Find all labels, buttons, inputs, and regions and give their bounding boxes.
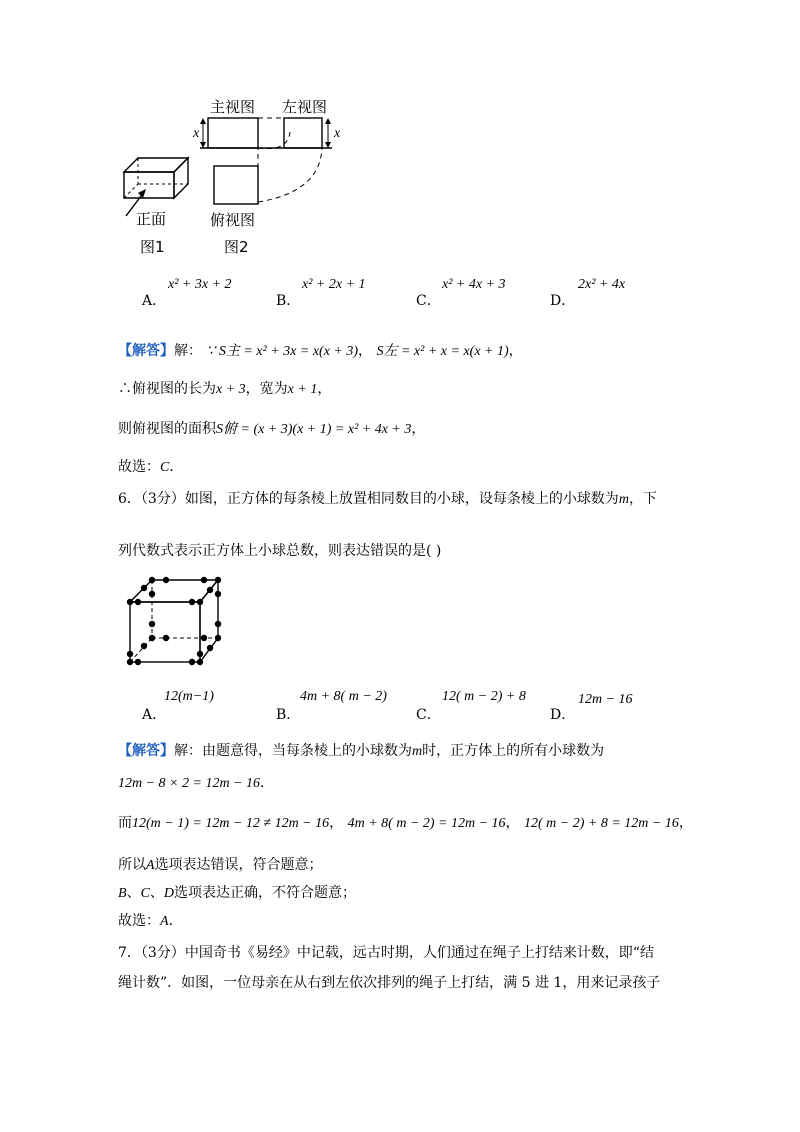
ball bbox=[141, 585, 147, 591]
sep: ， bbox=[508, 343, 523, 359]
text: 、 bbox=[149, 885, 164, 901]
ball bbox=[127, 599, 133, 605]
option-expr: 2x² + 4x bbox=[578, 277, 626, 292]
ball bbox=[201, 635, 207, 641]
q5-answer-line4 bbox=[118, 456, 183, 476]
q5-answer-line3 bbox=[118, 418, 425, 438]
option-letter: C． bbox=[416, 707, 441, 723]
answer-tag: 【解答】 bbox=[118, 343, 174, 359]
choice: D bbox=[163, 886, 175, 901]
x-label-left: x bbox=[193, 126, 200, 141]
sep: ， bbox=[358, 343, 373, 359]
text: 解：由题意得，当每条棱上的小球数为 bbox=[174, 743, 412, 759]
ball bbox=[149, 621, 155, 627]
length-expr: x + 3 bbox=[216, 382, 246, 397]
ball bbox=[141, 643, 147, 649]
three-views-figure bbox=[110, 92, 360, 262]
blank-parens: ( ) bbox=[426, 543, 442, 559]
text: 选项表达错误，符合题意； bbox=[154, 857, 323, 873]
var-m: m bbox=[618, 492, 629, 507]
text: ． bbox=[260, 775, 275, 791]
choice: C bbox=[160, 460, 170, 475]
area-expr: S俯 = (x + 3)(x + 1) = x² + 4x + 3 bbox=[216, 422, 412, 437]
q6-answer-line5 bbox=[118, 882, 356, 902]
q6-stem-line2 bbox=[118, 540, 441, 560]
option-expr: 12m − 16 bbox=[578, 692, 633, 707]
q6-answer-line3 bbox=[118, 812, 693, 832]
top-view-label: 俯视图 bbox=[210, 211, 256, 229]
cube-balls-figure bbox=[118, 572, 228, 672]
ball bbox=[127, 651, 133, 657]
ball bbox=[189, 659, 195, 665]
text: ，下 bbox=[628, 491, 657, 507]
q7-stem-line1: 7．（3分）中国奇书《易经》中记载，远古时期，人们通过在绳子上打结来计数，即“结 bbox=[118, 945, 654, 961]
x-label-right: x bbox=[334, 126, 341, 141]
s-main-expr: ∵ S主 = x² + 3x = x(x + 3) bbox=[206, 344, 359, 359]
ball bbox=[197, 651, 203, 657]
option-expr: x² + 2x + 1 bbox=[302, 277, 366, 292]
width-expr: x + 1 bbox=[287, 382, 318, 397]
ball bbox=[163, 577, 169, 583]
option-expr: x² + 4x + 3 bbox=[442, 277, 506, 292]
text: ， bbox=[317, 381, 332, 397]
q5-answer-line2 bbox=[118, 378, 331, 398]
option-expr: 12( m − 2) + 8 bbox=[442, 689, 526, 704]
front-label: 正面 bbox=[136, 210, 167, 228]
text: 则俯视图的面积 bbox=[118, 421, 216, 437]
option-letter: B． bbox=[276, 707, 301, 723]
ball bbox=[197, 599, 203, 605]
text: ∴俯视图的长为 bbox=[118, 381, 216, 397]
text: ， bbox=[678, 815, 693, 831]
var-m: m bbox=[412, 744, 423, 759]
option-expr: 12(m−1) bbox=[164, 689, 214, 704]
option-letter: D． bbox=[550, 707, 576, 723]
text: ． bbox=[168, 913, 183, 929]
text: 而 bbox=[118, 815, 132, 831]
ball bbox=[189, 599, 195, 605]
expr: 12( m − 2) + 8 = 12m − 16 bbox=[524, 816, 679, 831]
ball bbox=[149, 635, 155, 641]
q7-stem-line2: 绳计数”．如图，一位母亲在从右到左依次排列的绳子上打结，满 5 进 1，用来记录孩子 bbox=[118, 975, 661, 991]
text: 、 bbox=[126, 885, 141, 901]
choice: A bbox=[146, 858, 155, 873]
q6-stem-line1 bbox=[118, 488, 657, 508]
ball bbox=[201, 577, 207, 583]
expr: 12(m − 1) = 12m − 12 ≠ 12m − 16 bbox=[132, 816, 330, 831]
fig1-label: 图1 bbox=[140, 238, 165, 256]
q6-answer-line6 bbox=[118, 910, 183, 930]
q6-answer-line4 bbox=[118, 854, 323, 874]
q5-answer-line1 bbox=[118, 340, 523, 360]
option-letter: B． bbox=[276, 293, 301, 309]
text: ， bbox=[411, 421, 426, 437]
ball bbox=[163, 635, 169, 641]
text: ，宽为 bbox=[245, 381, 288, 397]
option-expr: 4m + 8( m − 2) bbox=[300, 689, 387, 704]
expr: 4m + 8( m − 2) = 12m − 16 bbox=[347, 816, 506, 831]
text: 故选： bbox=[118, 913, 160, 929]
text: ． bbox=[169, 459, 184, 475]
ball bbox=[149, 577, 155, 583]
text: ， bbox=[329, 815, 344, 831]
answer-tag: 【解答】 bbox=[118, 743, 174, 759]
choice: B bbox=[118, 886, 127, 901]
text: 列代数式表示正方体上小球总数，则表达错误的是 bbox=[118, 543, 426, 559]
solve-label: 解： bbox=[174, 343, 202, 359]
ball bbox=[127, 659, 133, 665]
text: 选项表达正确，不符合题意； bbox=[174, 885, 357, 901]
main-view-label: 主视图 bbox=[210, 98, 256, 116]
option-expr: x² + 3x + 2 bbox=[168, 277, 232, 292]
ball bbox=[149, 591, 155, 597]
ball bbox=[215, 591, 221, 597]
ball bbox=[215, 635, 221, 641]
ball bbox=[207, 645, 213, 651]
text: 时，正方体上的所有小球数为 bbox=[422, 743, 605, 759]
ball bbox=[215, 621, 221, 627]
option-letter: A． bbox=[142, 707, 167, 723]
ball bbox=[135, 659, 141, 665]
option-letter: A． bbox=[142, 293, 167, 309]
option-letter: D． bbox=[550, 293, 576, 309]
text: 故选： bbox=[118, 459, 160, 475]
choice: A bbox=[160, 914, 169, 929]
ball bbox=[207, 587, 213, 593]
ball bbox=[215, 577, 221, 583]
ball bbox=[135, 599, 141, 605]
text: ， bbox=[505, 815, 520, 831]
left-view-label: 左视图 bbox=[282, 98, 328, 116]
text: 6．（3分）如图，正方体的每条棱上放置相同数目的小球，设每条棱上的小球数为 bbox=[118, 491, 619, 507]
text: 所以 bbox=[118, 857, 146, 873]
option-letter: C． bbox=[416, 293, 441, 309]
fig2-label: 图2 bbox=[224, 238, 249, 256]
q6-answer-line2 bbox=[118, 772, 274, 792]
choice: C bbox=[140, 886, 150, 901]
expr: 12m − 8 × 2 = 12m − 16 bbox=[118, 776, 261, 791]
ball bbox=[197, 659, 203, 665]
q6-answer-line1 bbox=[118, 740, 604, 760]
s-left-expr: S左 = x² + x = x(x + 1) bbox=[376, 344, 509, 359]
